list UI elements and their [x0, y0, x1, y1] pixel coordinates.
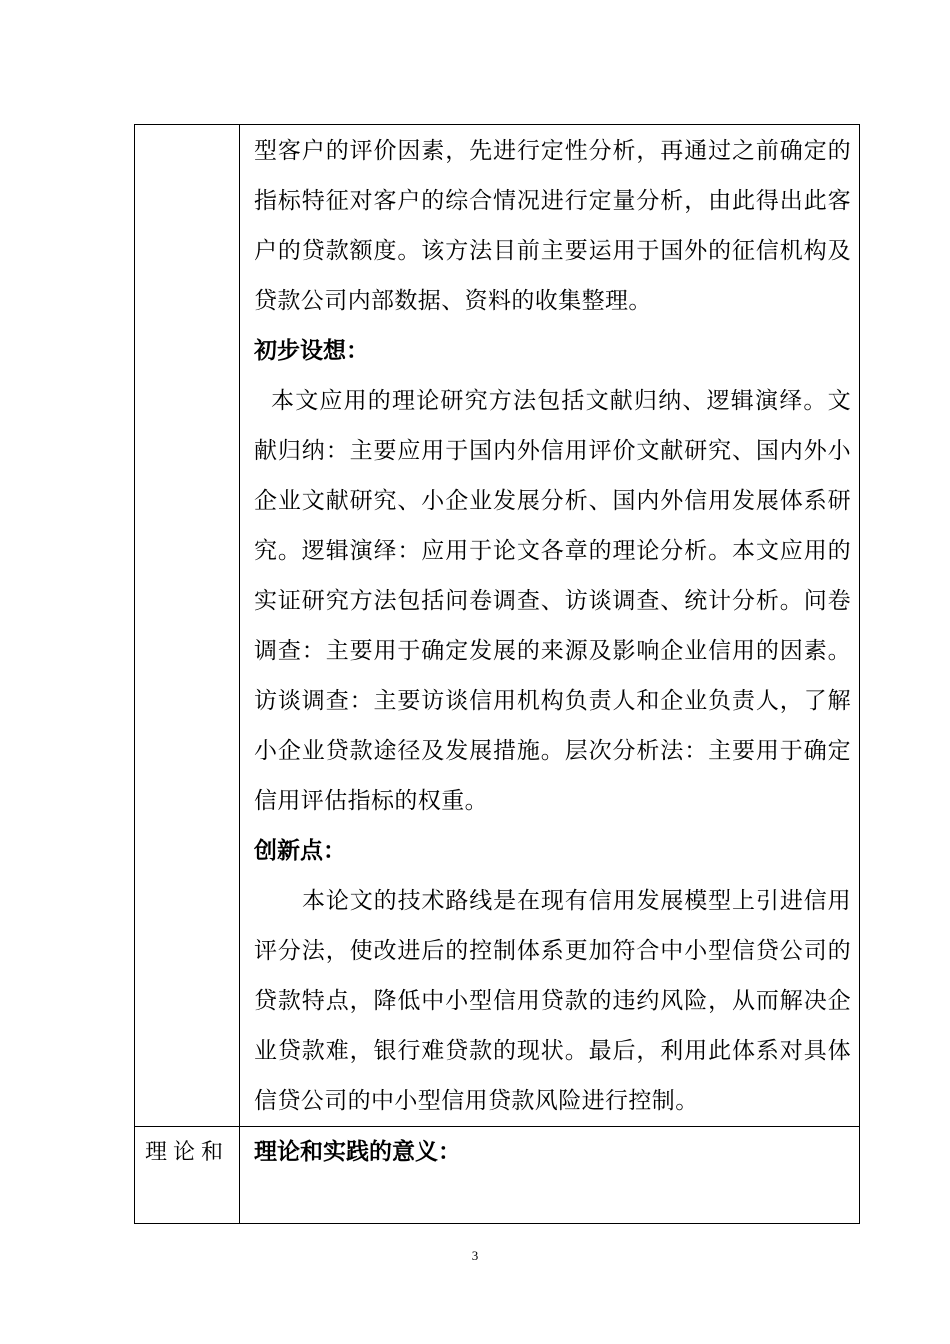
left-label-cell: [135, 1127, 240, 1224]
row-label-significance: 理论和: [144, 1140, 229, 1165]
heading-initial-idea: 初步设想：: [254, 337, 369, 364]
left-label-cell: [135, 125, 240, 1127]
paragraph-initial-idea: 本文应用的理论研究方法包括文献归纳、逻辑演绎。文献归纳：主要应用于国内外信用评价文献研究、国内外小企业文献研究、小企业发展分析、国内外信用发展体系研究。逻辑演绎：应用于论文各章的理论分析。本文应用的实证研究方法包括问卷调查、访谈调查、统计分析。问卷调查：主要用于确定发展的来源及影响企业信用的因素。访谈调查：主要访谈信用机构负责人和企业负责人，了解小企业贷款途径及发展措施。层次分析法：主要用于确定信用评估指标的权重。: [254, 388, 851, 814]
content-cell: [240, 125, 860, 1127]
table-row: [135, 125, 860, 1127]
row-label: [135, 125, 239, 126]
paragraph-continuation: 型客户的评价因素，先进行定性分析，再通过之前确定的指标特征对客户的综合情况进行定量分析，由此得出此客户的贷款额度。该方法目前主要运用于国外的征信机构及贷款公司内部数据、资料的收集整理。: [254, 138, 851, 314]
content-cell: [240, 1127, 860, 1224]
heading-innovation: 创新点：: [254, 837, 346, 864]
paragraph-innovation: 本论文的技术路线是在现有信用发展模型上引进信用评分法，使改进后的控制体系更加符合中小型信贷公司的贷款特点，降低中小型信用贷款的违约风险，从而解决企业贷款难，银行难贷款的现状。最后，利用此体系对具体信贷公司的中小型信用贷款风险进行控制。: [254, 888, 851, 1114]
table-row: [135, 1127, 860, 1224]
heading-significance: 理论和实践的意义：: [254, 1138, 461, 1165]
proposal-table: [134, 124, 860, 1224]
page-number: 3: [471, 1248, 479, 1263]
